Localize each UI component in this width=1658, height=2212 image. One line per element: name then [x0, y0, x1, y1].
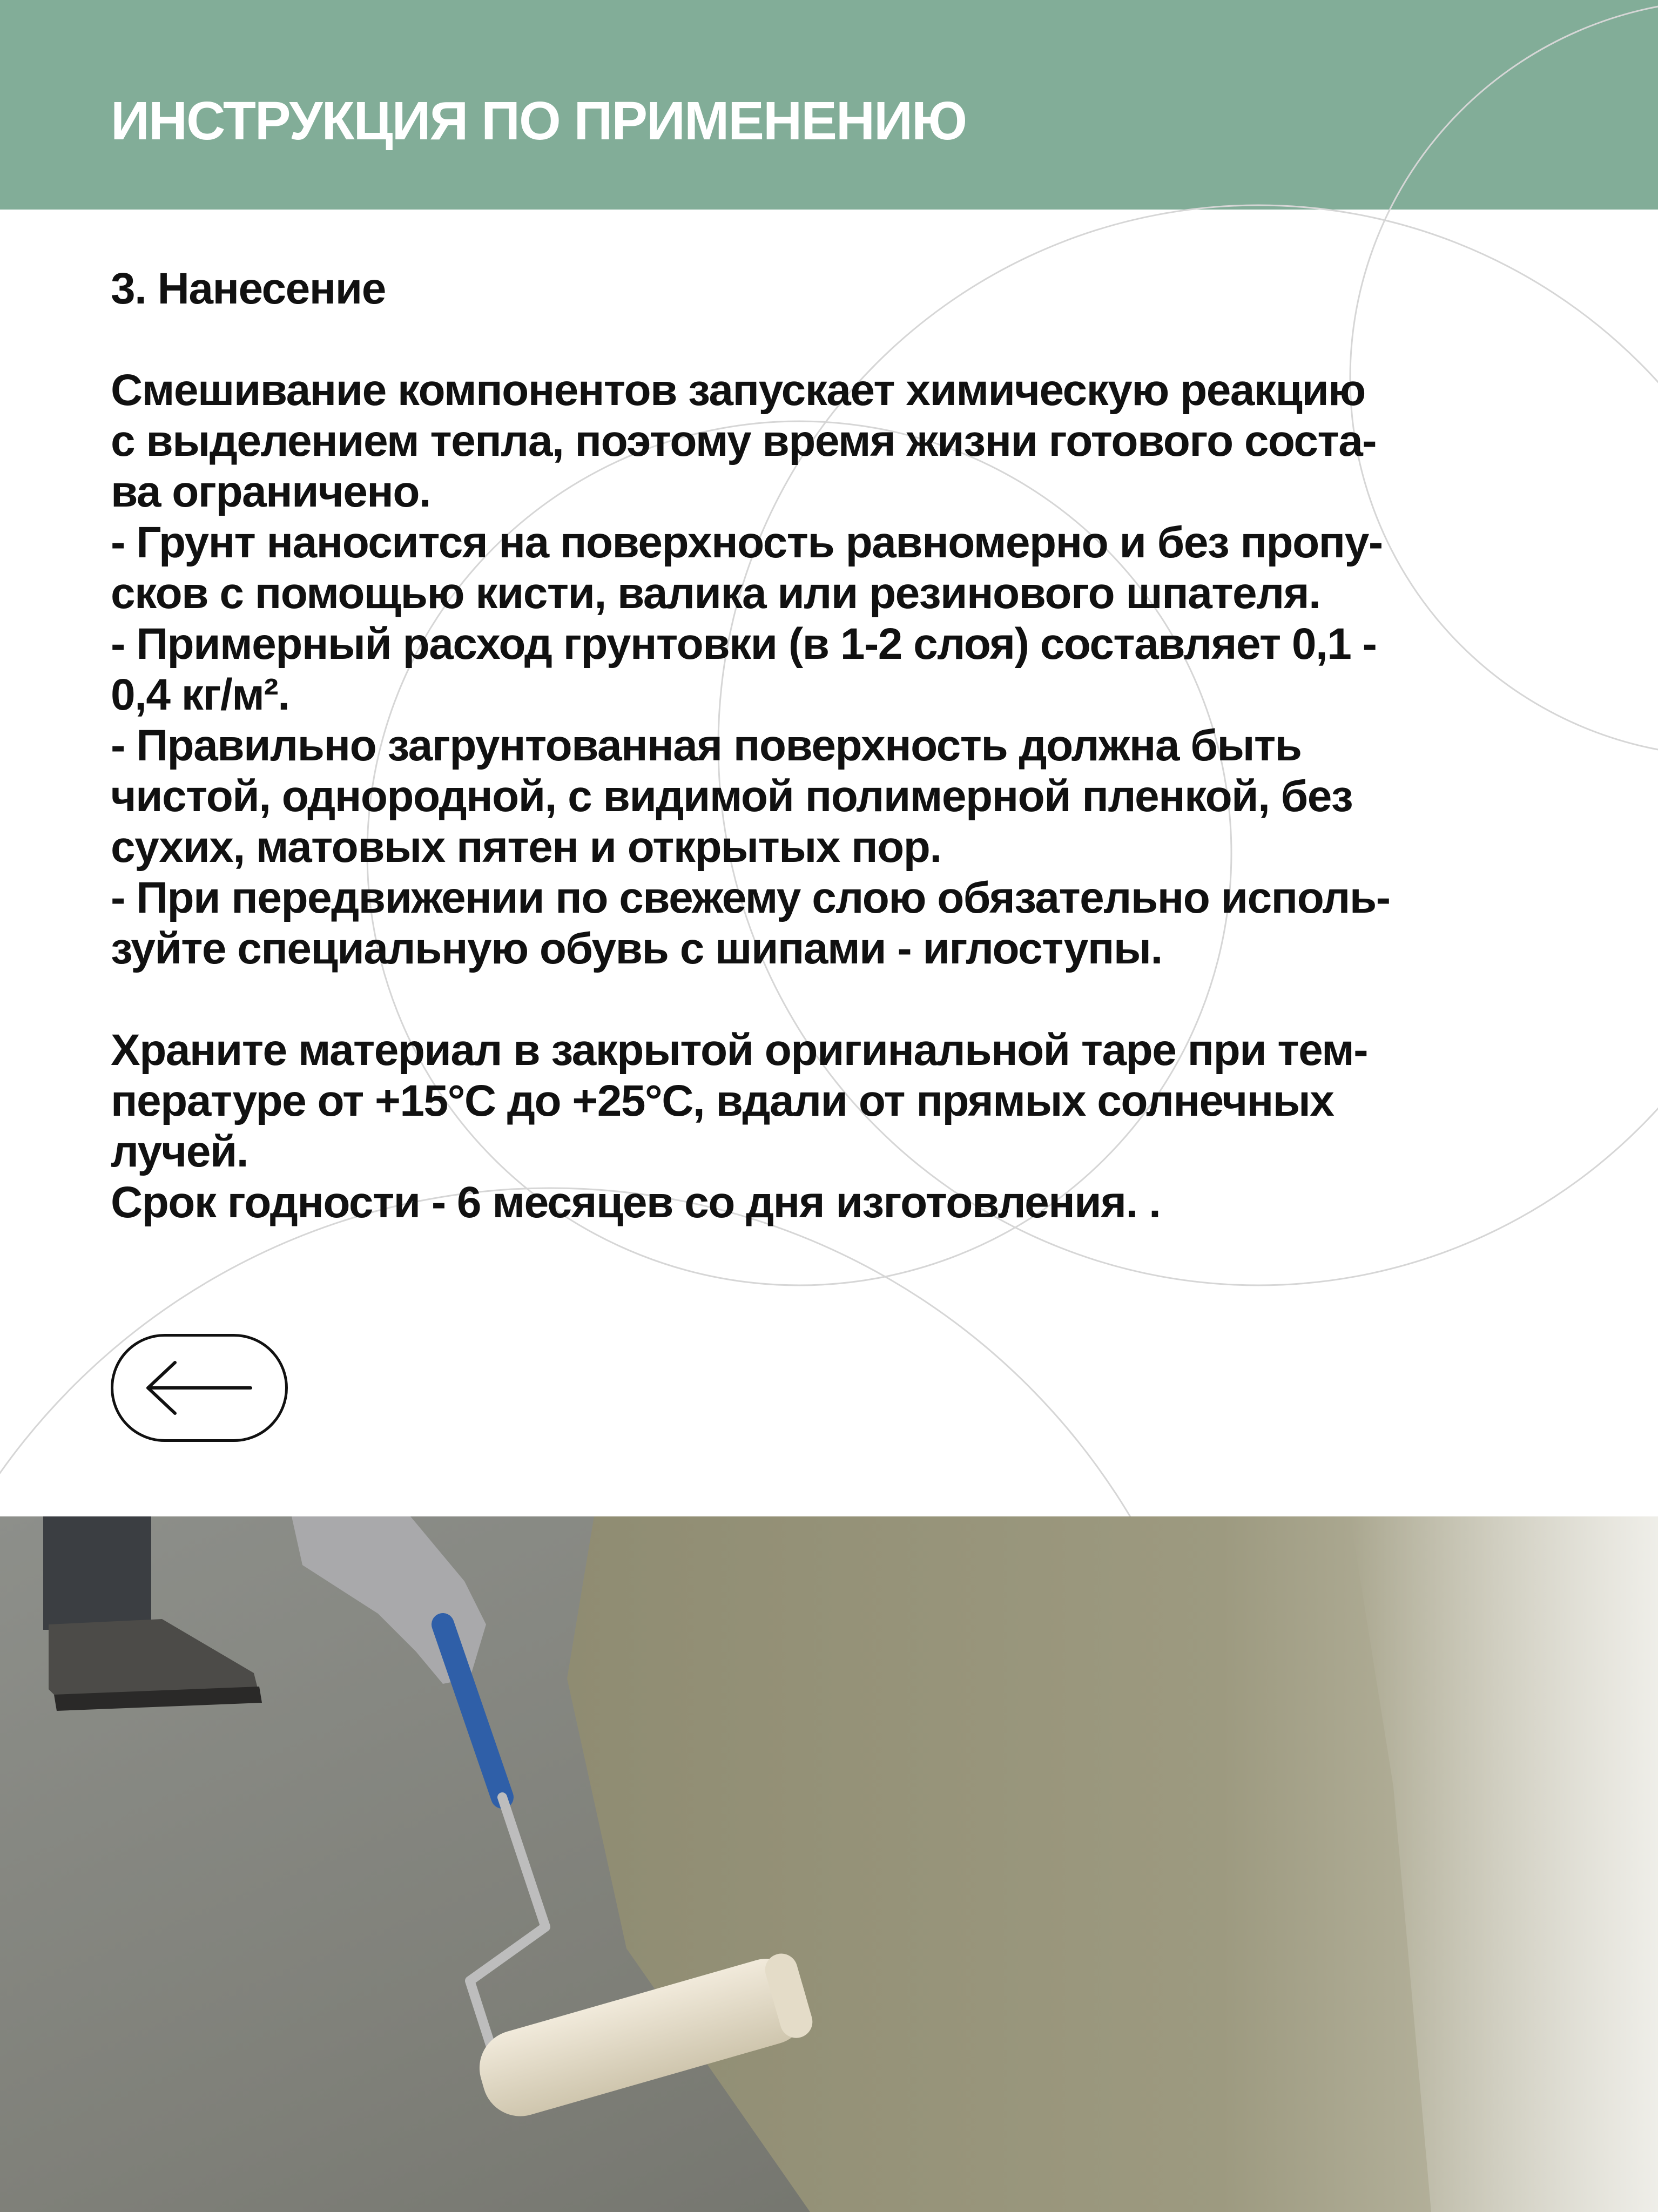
page-title: ИНСТРУКЦИЯ ПО ПРИМЕНЕНИЮ: [111, 91, 967, 151]
text-line: сков с помощью кисти, валика или резинового шпателя.: [111, 569, 1320, 618]
text-line: зуйте специальную обувь с шипами - иглоступы.: [111, 924, 1162, 973]
text-line: - Правильно загрунтованная поверхность должна быть: [111, 721, 1302, 770]
text-line: Смешивание компонентов запускает химическую реакцию: [111, 366, 1365, 415]
text-line: пературе от +15°С до +25°С, вдали от прямых солнечных: [111, 1076, 1334, 1125]
text-line: Срок годности - 6 месяцев со дня изготовления. .: [111, 1178, 1161, 1227]
text-line: - При передвижении по свежему слою обязательно исполь-: [111, 873, 1390, 922]
text-line: 0,4 кг/м².: [111, 670, 289, 719]
back-button[interactable]: [111, 1334, 288, 1442]
intro-paragraph: [111, 365, 1601, 517]
text-line: Храните материал в закрытой оригинальной таре при тем-: [111, 1026, 1368, 1075]
floor-photo: [0, 1516, 1658, 2212]
text-line: лучей.: [111, 1127, 248, 1176]
header-banner: [0, 0, 1658, 210]
section-title: 3. Нанесение: [111, 264, 386, 313]
text-line: сухих, матовых пятен и открытых пор.: [111, 822, 941, 872]
text-line: ва ограничено.: [111, 467, 431, 516]
text-line: с выделением тепла, поэтому время жизни готового соста-: [111, 416, 1377, 466]
storage-paragraph: [111, 1025, 1601, 1228]
instruction-text: [111, 264, 1601, 1228]
floor-illustration: [0, 1516, 1658, 2212]
text-line: чистой, однородной, с видимой полимерной пленкой, без: [111, 772, 1353, 821]
bullet-list: [111, 517, 1601, 974]
arrow-left-icon: [143, 1358, 256, 1418]
text-line: - Грунт наносится на поверхность равномерно и без пропу-: [111, 518, 1383, 567]
text-line: - Примерный расход грунтовки (в 1-2 слоя) составляет 0,1 -: [111, 619, 1377, 669]
